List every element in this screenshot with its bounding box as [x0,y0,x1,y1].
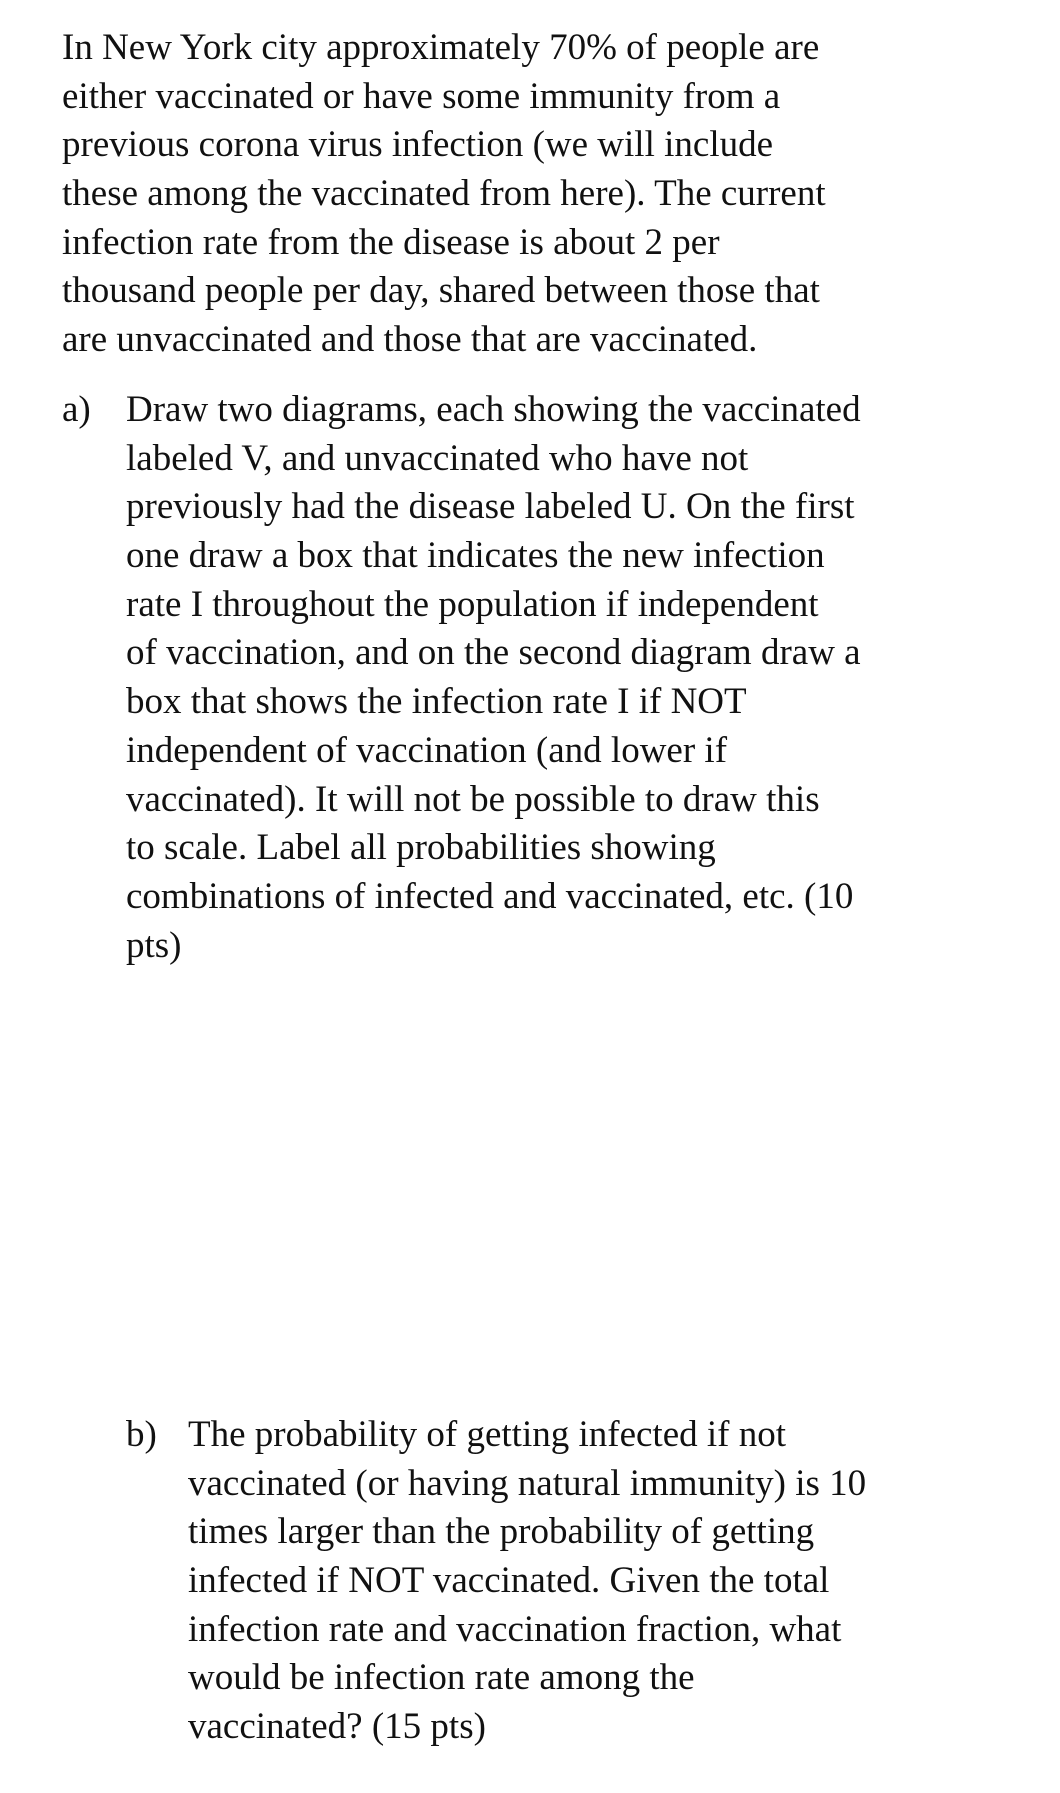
question-line: vaccinated). It will not be possible to draw this [126,778,820,820]
question-line: rate I throughout the population if independent [126,583,819,625]
intro-line: previous corona virus infection (we will include [62,124,774,166]
question-line: would be infection rate among the [188,1657,695,1699]
intro-line: infection rate from the disease is about 2 per [62,221,720,263]
question-a-text [126,386,861,970]
question-line: independent of vaccination (and lower if [126,729,728,771]
question-line: vaccinated? (15 pts) [188,1706,486,1748]
question-line: combinations of infected and vaccinated, etc. (10 [126,875,854,917]
question-line: Draw two diagrams, each showing the vaccinated [126,389,861,430]
intro-line: are unvaccinated and those that are vaccinated. [62,319,758,361]
question-line: infected if NOT vaccinated. Given the total [188,1560,830,1602]
question-line: to scale. Label all probabilities showing [126,827,716,869]
question-line: of vaccination, and on the second diagram draw a [126,632,861,674]
question-line: times larger than the probability of getting [188,1511,815,1553]
question-b-label: b) [126,1414,157,1455]
question-line: one draw a box that indicates the new infection [126,535,825,577]
question-line: pts) [126,924,182,966]
intro-line: thousand people per day, shared between those that [62,270,820,312]
intro-paragraph [62,24,826,365]
question-line: vaccinated (or having natural immunity) is 10 [188,1462,867,1504]
intro-line: either vaccinated or have some immunity from a [62,75,781,117]
question-line: previously had the disease labeled U. On the first [126,486,855,528]
question-line: box that shows the infection rate I if NOT [126,681,747,723]
question-line: infection rate and vaccination fraction, what [188,1608,842,1650]
intro-line: these among the vaccinated from here). The current [62,173,826,215]
question-a-label: a) [62,389,91,430]
question-line: The probability of getting infected if not [188,1414,786,1455]
question-line: labeled V, and unvaccinated who have not [126,437,749,479]
intro-line: In New York city approximately 70% of people are [62,27,820,68]
question-b-text [188,1411,866,1752]
